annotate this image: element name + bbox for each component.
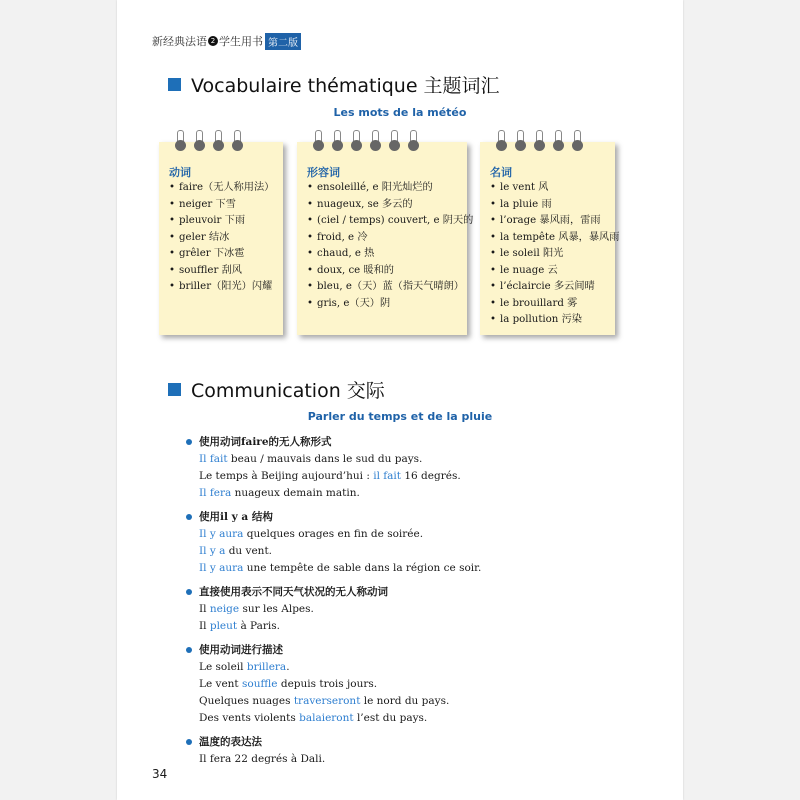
word-item: • la pluie 雨 — [490, 197, 619, 214]
card-heading: 形容词 — [307, 166, 340, 179]
vocab-section-title — [168, 71, 500, 98]
card-heading: 动词 — [169, 166, 191, 179]
word-item: • pleuvoir 下雨 — [169, 213, 274, 230]
sentence-text: depuis trois jours. — [277, 678, 378, 690]
word-item: • faire（无人称用法） — [169, 180, 274, 197]
example-sentence — [185, 468, 645, 485]
card-heading: 名词 — [490, 166, 512, 179]
comm-group — [185, 734, 645, 768]
sentence-text: Le soleil — [199, 661, 247, 673]
sentence-text: Il — [199, 603, 210, 615]
book-subtitle: 学生用书 — [219, 35, 263, 48]
sentence-text: Des vents violents — [199, 712, 300, 724]
word-item: • grêler 下冰雹 — [169, 246, 274, 263]
sentence-text: l’est du pays. — [353, 712, 428, 724]
word-item: • l’orage 暴风雨，雷雨 — [490, 213, 619, 230]
communication-list — [185, 434, 645, 775]
example-sentence — [185, 601, 645, 618]
word-item: • le soleil 阳光 — [490, 246, 619, 263]
comm-title-text: Communication 交际 — [191, 380, 385, 402]
word-item: • la tempête 风暴，暴风雨 — [490, 230, 619, 247]
highlighted-verb: Il y aura — [199, 562, 244, 574]
sentence-text: Il — [199, 620, 210, 632]
comm-group — [185, 509, 645, 577]
sentence-text: à Paris. — [237, 620, 281, 632]
comm-group-title: 使用il y a 结构 — [185, 509, 645, 526]
sentence-text: 16 degrés. — [401, 470, 461, 482]
example-sentence — [185, 676, 645, 693]
highlighted-verb: souffle — [242, 678, 278, 690]
word-item: • nuageux, se 多云的 — [307, 197, 473, 214]
sentence-text: Le temps à Beijing aujourd’hui : — [199, 470, 374, 482]
word-item: • geler 结冰 — [169, 230, 274, 247]
example-sentence — [185, 710, 645, 727]
book-page — [117, 0, 683, 800]
volume-badge: 2 — [208, 36, 218, 46]
running-header — [152, 33, 301, 49]
word-list — [169, 180, 274, 296]
vocab-card-adjectives — [297, 142, 474, 335]
sentence-text: sur les Alpes. — [239, 603, 314, 615]
example-sentence — [185, 618, 645, 635]
word-item: • chaud, e 热 — [307, 246, 473, 263]
comm-group — [185, 642, 645, 727]
comm-group — [185, 434, 645, 502]
comm-group-title: 使用动词进行描述 — [185, 642, 645, 659]
word-item: • souffler 刮风 — [169, 263, 274, 280]
vocab-title-text: Vocabulaire thématique 主题词汇 — [191, 75, 500, 97]
comm-section-title — [168, 376, 385, 403]
book-title: 新经典法语 — [152, 35, 207, 48]
example-sentence — [185, 543, 645, 560]
word-item: • gris, e（天）阴 — [307, 296, 473, 313]
word-list — [307, 180, 473, 312]
word-item: • briller（阳光）闪耀 — [169, 279, 274, 296]
word-item: • ensoleillé, e 阳光灿烂的 — [307, 180, 473, 197]
sentence-text: le nord du pays. — [360, 695, 450, 707]
sentence-text: une tempête de sable dans la région ce soir. — [243, 562, 482, 574]
page-number: 34 — [152, 767, 168, 781]
word-item: • l’éclaircie 多云间晴 — [490, 279, 619, 296]
sentence-text: Le vent — [199, 678, 242, 690]
word-item: • doux, ce 暖和的 — [307, 263, 473, 280]
sentence-text: . — [286, 661, 290, 673]
sentence-text: Il fera 22 degrés à Dali. — [199, 753, 326, 765]
highlighted-verb: Il fera — [199, 487, 232, 499]
highlighted-verb: neige — [209, 603, 240, 615]
word-item: • le nuage 云 — [490, 263, 619, 280]
comm-group — [185, 584, 645, 635]
highlighted-verb: balaieront — [299, 712, 354, 724]
highlighted-verb: traverseront — [293, 695, 361, 707]
example-sentence — [185, 560, 645, 577]
sentence-text: du vent. — [225, 545, 272, 557]
comm-group-title: 使用动词faire的无人称形式 — [185, 434, 645, 451]
highlighted-verb: pleut — [209, 620, 238, 632]
example-sentence — [185, 451, 645, 468]
sentence-text: quelques orages en fin de soirée. — [243, 528, 424, 540]
comm-group-title: 直接使用表示不同天气状况的无人称动词 — [185, 584, 645, 601]
sentence-text: Quelques nuages — [199, 695, 294, 707]
vocab-card-nouns — [480, 142, 620, 335]
word-list — [490, 180, 619, 329]
word-item: • le vent 风 — [490, 180, 619, 197]
example-sentence — [185, 693, 645, 710]
highlighted-verb: brillera — [246, 661, 287, 673]
highlighted-verb: Il y a — [199, 545, 226, 557]
binder-rings-icon — [175, 130, 251, 152]
highlighted-verb: Il y aura — [199, 528, 244, 540]
comm-subtitle: Parler du temps et de la pluie — [307, 410, 493, 423]
vocab-card-verbs — [159, 142, 283, 335]
word-item: • neiger 下雪 — [169, 197, 274, 214]
example-sentence — [185, 751, 645, 768]
section-square-icon — [168, 383, 181, 396]
word-item: • (ciel / temps) couvert, e 阴天的 — [307, 213, 473, 230]
example-sentence — [185, 659, 645, 676]
word-item: • le brouillard 雾 — [490, 296, 619, 313]
sentence-text: nuageux demain matin. — [231, 487, 360, 499]
highlighted-verb: Il fait — [199, 453, 228, 465]
highlighted-verb: il fait — [373, 470, 402, 482]
edition-badge: 第二版 — [265, 33, 301, 50]
binder-rings-icon — [313, 130, 427, 152]
binder-rings-icon — [496, 130, 591, 152]
word-item: • froid, e 冷 — [307, 230, 473, 247]
comm-group-title: 温度的表达法 — [185, 734, 645, 751]
example-sentence — [185, 526, 645, 543]
word-item: • bleu, e（天）蓝（指天气晴朗） — [307, 279, 473, 296]
word-item: • la pollution 污染 — [490, 312, 619, 329]
vocab-subtitle: Les mots de la météo — [333, 106, 467, 119]
example-sentence — [185, 485, 645, 502]
sentence-text: beau / mauvais dans le sud du pays. — [227, 453, 423, 465]
section-square-icon — [168, 78, 181, 91]
